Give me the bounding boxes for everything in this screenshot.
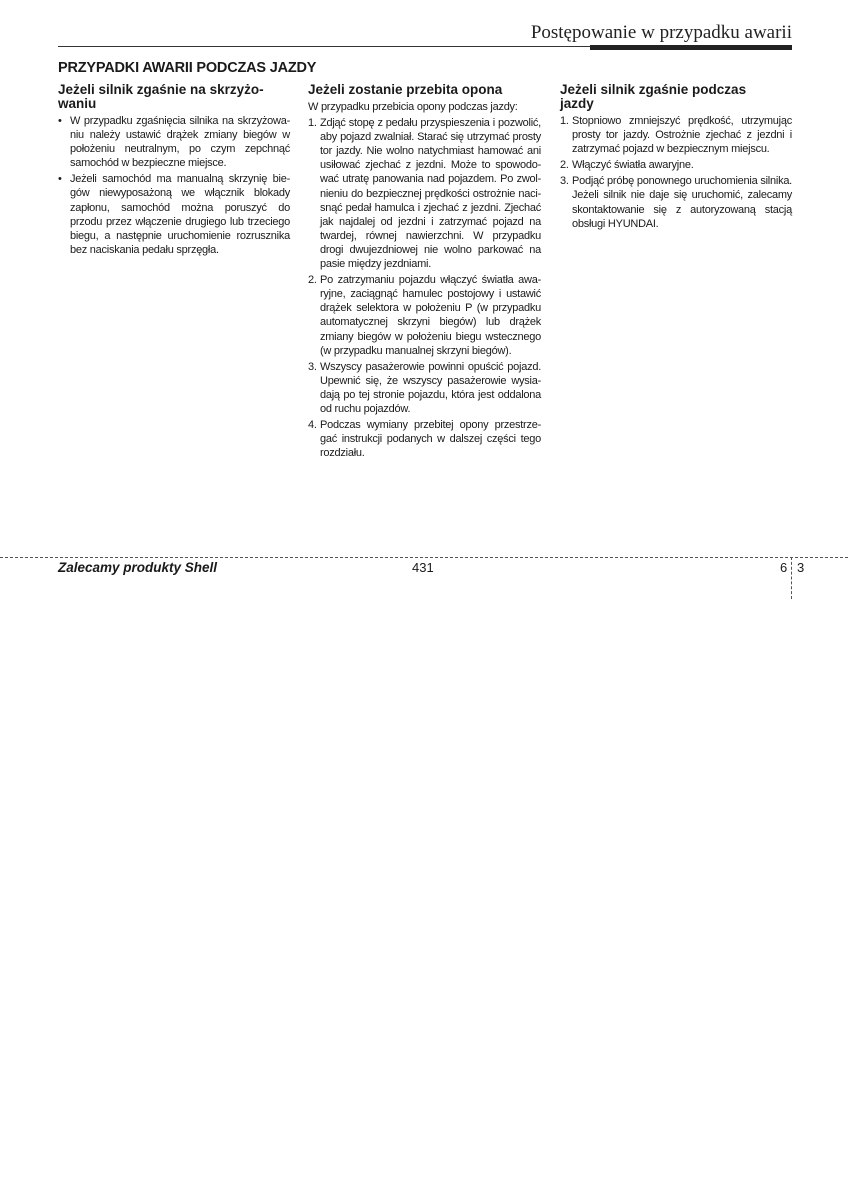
page-header-title: Postępowanie w przypadku awarii xyxy=(530,22,792,43)
footer-chapter-page: 3 xyxy=(797,560,805,575)
list-item xyxy=(308,360,541,416)
numbered-list xyxy=(308,116,541,460)
column-heading: Jeżeli silnik zgaśnie na skrzyżo- waniu xyxy=(58,82,264,111)
list-item-text: Włączyć światła awaryjne. xyxy=(572,159,694,172)
list-item xyxy=(58,172,290,257)
item-number: 2. xyxy=(308,274,317,287)
list-item xyxy=(560,158,792,172)
section-title: PRZYPADKI AWARII PODCZAS JAZDY xyxy=(58,60,317,76)
list-item xyxy=(308,116,541,271)
column-heading: Jeżeli silnik zgaśnie podczas jazdy xyxy=(560,82,747,111)
column-engine-stall-driving xyxy=(560,83,792,233)
list-item-text: Po zatrzymaniu pojazdu włączyć światła awa-ryjne, zaciągnąć hamulec postojowy i ustawić drążek selektora w położeniu P (w przypadku automatycznej skrzyni biegów) lub drążek zmiany biegów w położeniu biegu wstecznego (w przypadku manualnej skrzyni biegów). xyxy=(320,274,541,357)
list-item-text: W przypadku zgaśnięcia silnika na skrzyżowa-niu należy ustawić drążek zmiany biegów w położeniu neutralnym, po czym zepchnąć samochód w bezpieczne miejsce. xyxy=(70,115,290,170)
list-item-text: Stopniowo zmniejszyć prędkość, utrzymując prosty tor jazdy. Ostrożnie zjechać z jezdni i zatrzymać pojazd w bezpiecznym miejscu. xyxy=(572,115,792,156)
header-accent-bar xyxy=(590,45,792,50)
item-number: 3. xyxy=(308,360,317,373)
footer-chapter-number: 6 xyxy=(780,560,788,575)
bullet-icon: • xyxy=(58,115,62,127)
item-number: 3. xyxy=(560,175,569,188)
list-item-text: Wszyscy pasażerowie powinni opuścić pojazd. Upewnić się, że wszyscy pasażerowie wysia-dają po tej stronie pojazdu, która jest oddalona od ruchu pojazdów. xyxy=(320,360,541,415)
footer-page-separator xyxy=(791,557,792,599)
column-flat-tire xyxy=(308,83,541,462)
list-item-text: Zdjąć stopę z pedału przyspieszenia i pozwolić, aby pojazd zwalniał. Starać się utrzymać prosty tor jazdy. Nie wolno natychmiast hamować ani usiłować zjechać z jezdni. Może to spowodo-wać utratę panowania nad pojazdem. Po zwol-nieniu do bezpiecznej prędkości ostrożnie naci-snąć pedał hamulca i zjechać z jezdni. Zjechać jak najdalej od jezdni i zatrzymać pojazd na twardej, równej nawierzchni. W przypadku drogi dwujezdniowej nie wolno parkować na pasie między jezdniami. xyxy=(320,117,541,271)
column-heading: Jeżeli zostanie przebita opona xyxy=(308,82,503,97)
item-number: 1. xyxy=(308,117,317,130)
numbered-list xyxy=(560,114,792,231)
item-number: 1. xyxy=(560,115,569,127)
bullet-icon: • xyxy=(58,173,62,186)
list-item-text: Jeżeli samochód ma manualną skrzynię bie-gów niewyposażoną we włącznik blokady zapłonu, samochód można poruszyć do przodu przez włączenie drugiego lub trzeciego biegu, a następnie uruchomienie rozrusznika bez naciskania pedału sprzęgła. xyxy=(70,173,290,256)
list-item xyxy=(308,273,541,358)
list-item-text: Podczas wymiany przebitej opony przestrze-gać instrukcji podanych w dalszej części tego rozdziału. xyxy=(320,419,541,460)
list-item xyxy=(560,114,792,156)
list-item xyxy=(560,174,792,230)
item-number: 2. xyxy=(560,159,569,172)
list-item xyxy=(308,418,541,460)
list-item-text: Podjąć próbę ponownego uruchomienia silnika. Jeżeli silnik nie daje się uruchomić, zalecamy skontaktowanie się z autoryzowaną stacją obsługi HYUNDAI. xyxy=(572,175,792,230)
item-number: 4. xyxy=(308,419,317,432)
column-engine-stall-intersection xyxy=(58,83,290,259)
footer-divider xyxy=(0,557,848,558)
column-intro: W przypadku przebicia opony podczas jazdy: xyxy=(308,101,518,113)
list-item xyxy=(58,114,290,170)
footer-promo-text: Zalecamy produkty Shell xyxy=(58,560,218,575)
bullet-list xyxy=(58,114,290,257)
footer-page-number: 431 xyxy=(412,560,434,575)
